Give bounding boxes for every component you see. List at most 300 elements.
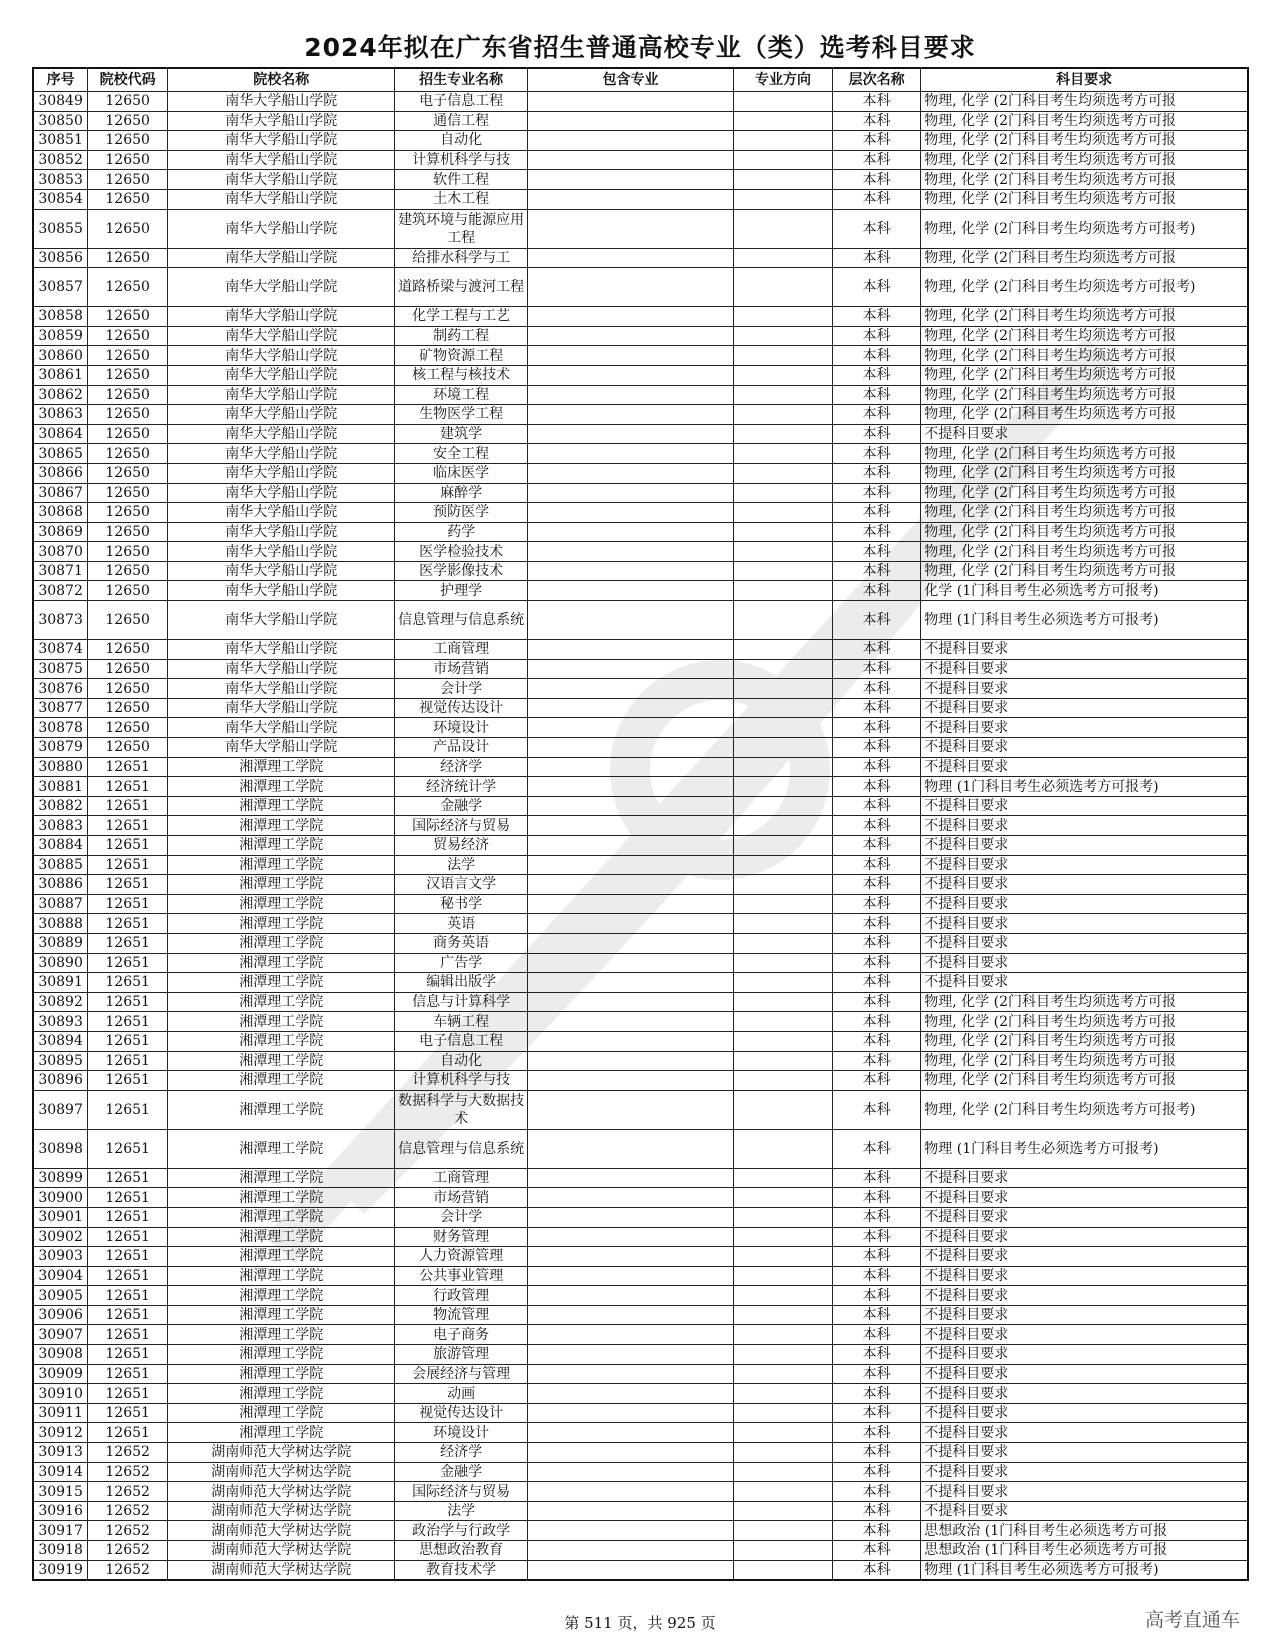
major-cell: 国际经济与贸易 [395,1482,528,1502]
level-cell: 本科 [832,444,920,464]
seq-cell: 30896 [33,1071,88,1091]
requirement-cell: 物理, 化学 (2门科目考生均须选考方可报 [921,405,1248,425]
seq-cell: 30867 [33,483,88,503]
table-row [33,855,1248,875]
level-cell: 本科 [832,424,920,444]
table-row [33,953,1248,973]
seq-cell: 30912 [33,1423,88,1443]
major-cell: 广告学 [395,953,528,973]
level-cell: 本科 [832,1482,920,1502]
school-cell: 湘潭理工学院 [168,914,395,934]
seq-cell: 30855 [33,209,88,248]
included-cell [527,1345,733,1365]
requirement-cell: 不提科目要求 [921,894,1248,914]
level-cell: 本科 [832,1560,920,1580]
direction-cell [734,933,833,953]
table-row [33,542,1248,562]
included-cell [527,777,733,797]
school-cell: 湘潭理工学院 [168,1227,395,1247]
requirement-cell: 物理, 化学 (2门科目考生均须选考方可报 [921,992,1248,1012]
code-cell: 12650 [88,307,168,327]
code-cell: 12651 [88,1227,168,1247]
included-cell [527,894,733,914]
code-cell: 12651 [88,1325,168,1345]
table-header-row [33,68,1248,92]
seq-cell: 30919 [33,1560,88,1580]
major-cell: 数据科学与大数据技术 [395,1090,528,1129]
level-cell: 本科 [832,1541,920,1561]
level-cell: 本科 [832,542,920,562]
table-row [33,738,1248,758]
major-cell: 环境设计 [395,1423,528,1443]
table-row [33,424,1248,444]
school-cell: 湘潭理工学院 [168,1423,395,1443]
school-cell: 湖南师范大学树达学院 [168,1560,395,1580]
seq-cell: 30870 [33,542,88,562]
code-cell: 12652 [88,1462,168,1482]
requirement-cell: 不提科目要求 [921,1462,1248,1482]
code-cell: 12650 [88,718,168,738]
seq-cell: 30886 [33,875,88,895]
school-cell: 湘潭理工学院 [168,992,395,1012]
code-cell: 12651 [88,1305,168,1325]
direction-cell [734,1364,833,1384]
col-header-level: 层次名称 [832,68,920,92]
level-cell: 本科 [832,385,920,405]
table-row [33,679,1248,699]
level-cell: 本科 [832,1266,920,1286]
school-cell: 湖南师范大学树达学院 [168,1541,395,1561]
seq-cell: 30895 [33,1051,88,1071]
level-cell: 本科 [832,131,920,151]
code-cell: 12650 [88,542,168,562]
code-cell: 12651 [88,973,168,993]
major-cell: 汉语言文学 [395,875,528,895]
major-cell: 计算机科学与技 [395,150,528,170]
code-cell: 12650 [88,150,168,170]
level-cell: 本科 [832,1501,920,1521]
code-cell: 12650 [88,601,168,640]
school-cell: 湘潭理工学院 [168,1325,395,1345]
major-cell: 商务英语 [395,933,528,953]
requirement-cell: 不提科目要求 [921,1325,1248,1345]
seq-cell: 30898 [33,1129,88,1168]
school-cell: 南华大学船山学院 [168,640,395,660]
requirement-cell: 不提科目要求 [921,1305,1248,1325]
seq-cell: 30860 [33,346,88,366]
seq-cell: 30910 [33,1384,88,1404]
seq-cell: 30857 [33,268,88,307]
code-cell: 12650 [88,346,168,366]
code-cell: 12650 [88,659,168,679]
page-title: 2024年拟在广东省招生普通高校专业（类）选考科目要求 [304,33,976,62]
level-cell: 本科 [832,1227,920,1247]
level-cell: 本科 [832,1286,920,1306]
included-cell [527,326,733,346]
code-cell: 12650 [88,92,168,112]
code-cell: 12650 [88,483,168,503]
school-cell: 南华大学船山学院 [168,503,395,523]
requirement-cell: 物理, 化学 (2门科目考生均须选考方可报 [921,1051,1248,1071]
seq-cell: 30851 [33,131,88,151]
included-cell [527,1364,733,1384]
table-row [33,307,1248,327]
code-cell: 12650 [88,111,168,131]
major-cell: 道路桥梁与渡河工程 [395,268,528,307]
level-cell: 本科 [832,1384,920,1404]
direction-cell [734,640,833,660]
included-cell [527,1384,733,1404]
major-cell: 通信工程 [395,111,528,131]
school-cell: 南华大学船山学院 [168,268,395,307]
direction-cell [734,248,833,268]
direction-cell [734,444,833,464]
level-cell: 本科 [832,601,920,640]
major-cell: 贸易经济 [395,836,528,856]
major-cell: 医学检验技术 [395,542,528,562]
included-cell [527,1012,733,1032]
level-cell: 本科 [832,581,920,601]
requirement-cell: 物理, 化学 (2门科目考生均须选考方可报考) [921,209,1248,248]
table-row [33,1364,1248,1384]
requirement-cell: 物理, 化学 (2门科目考生均须选考方可报考) [921,1090,1248,1129]
level-cell: 本科 [832,738,920,758]
code-cell: 12651 [88,855,168,875]
requirement-cell: 不提科目要求 [921,1384,1248,1404]
requirement-cell: 不提科目要求 [921,1188,1248,1208]
seq-cell: 30905 [33,1286,88,1306]
major-cell: 旅游管理 [395,1345,528,1365]
included-cell [527,933,733,953]
table-row [33,346,1248,366]
major-cell: 环境设计 [395,718,528,738]
seq-cell: 30907 [33,1325,88,1345]
code-cell: 12651 [88,1286,168,1306]
requirement-cell: 不提科目要求 [921,1443,1248,1463]
school-cell: 南华大学船山学院 [168,483,395,503]
col-header-school: 院校名称 [168,68,395,92]
seq-cell: 30858 [33,307,88,327]
code-cell: 12650 [88,444,168,464]
requirement-cell: 不提科目要求 [921,973,1248,993]
code-cell: 12651 [88,1207,168,1227]
direction-cell [734,1325,833,1345]
code-cell: 12650 [88,424,168,444]
major-cell: 物流管理 [395,1305,528,1325]
code-cell: 12651 [88,894,168,914]
major-cell: 法学 [395,855,528,875]
school-cell: 湘潭理工学院 [168,1247,395,1267]
seq-cell: 30908 [33,1345,88,1365]
table-row [33,914,1248,934]
level-cell: 本科 [832,718,920,738]
code-cell: 12650 [88,738,168,758]
level-cell: 本科 [832,1364,920,1384]
school-cell: 南华大学船山学院 [168,170,395,190]
requirement-cell: 物理, 化学 (2门科目考生均须选考方可报 [921,326,1248,346]
requirement-cell: 物理, 化学 (2门科目考生均须选考方可报考) [921,268,1248,307]
included-cell [527,1207,733,1227]
seq-cell: 30879 [33,738,88,758]
seq-cell: 30890 [33,953,88,973]
requirement-cell: 物理, 化学 (2门科目考生均须选考方可报 [921,522,1248,542]
requirement-cell: 不提科目要求 [921,659,1248,679]
included-cell [527,307,733,327]
major-cell: 动画 [395,1384,528,1404]
school-cell: 南华大学船山学院 [168,92,395,112]
table-row [33,1403,1248,1423]
school-cell: 湘潭理工学院 [168,1129,395,1168]
level-cell: 本科 [832,1305,920,1325]
level-cell: 本科 [832,796,920,816]
school-cell: 南华大学船山学院 [168,111,395,131]
seq-cell: 30885 [33,855,88,875]
table-row [33,698,1248,718]
level-cell: 本科 [832,463,920,483]
major-cell: 土木工程 [395,189,528,209]
requirement-cell: 物理, 化学 (2门科目考生均须选考方可报 [921,92,1248,112]
included-cell [527,150,733,170]
included-cell [527,1031,733,1051]
requirement-cell: 不提科目要求 [921,757,1248,777]
major-cell: 会展经济与管理 [395,1364,528,1384]
code-cell: 12650 [88,561,168,581]
level-cell: 本科 [832,1423,920,1443]
level-cell: 本科 [832,92,920,112]
requirement-cell: 思想政治 (1门科目考生必须选考方可报 [921,1521,1248,1541]
requirement-cell: 物理, 化学 (2门科目考生均须选考方可报 [921,444,1248,464]
code-cell: 12650 [88,209,168,248]
table-row [33,757,1248,777]
code-cell: 12651 [88,1384,168,1404]
table-row [33,209,1248,248]
school-cell: 南华大学船山学院 [168,307,395,327]
major-cell: 公共事业管理 [395,1266,528,1286]
seq-cell: 30900 [33,1188,88,1208]
requirement-cell: 物理, 化学 (2门科目考生均须选考方可报 [921,542,1248,562]
requirement-cell: 物理, 化学 (2门科目考生均须选考方可报 [921,1031,1248,1051]
direction-cell [734,1345,833,1365]
table-row [33,268,1248,307]
table-row [33,836,1248,856]
major-cell: 软件工程 [395,170,528,190]
direction-cell [734,170,833,190]
included-cell [527,189,733,209]
level-cell: 本科 [832,111,920,131]
included-cell [527,816,733,836]
major-cell: 建筑学 [395,424,528,444]
school-cell: 湖南师范大学树达学院 [168,1521,395,1541]
level-cell: 本科 [832,150,920,170]
included-cell [527,483,733,503]
code-cell: 12652 [88,1443,168,1463]
requirement-cell: 不提科目要求 [921,855,1248,875]
major-cell: 环境工程 [395,385,528,405]
level-cell: 本科 [832,836,920,856]
code-cell: 12651 [88,1090,168,1129]
major-cell: 教育技术学 [395,1560,528,1580]
school-cell: 湘潭理工学院 [168,777,395,797]
table-row [33,796,1248,816]
table-row [33,463,1248,483]
school-cell: 南华大学船山学院 [168,561,395,581]
direction-cell [734,1227,833,1247]
code-cell: 12651 [88,1247,168,1267]
major-cell: 信息与计算科学 [395,992,528,1012]
table-row [33,170,1248,190]
seq-cell: 30877 [33,698,88,718]
included-cell [527,463,733,483]
direction-cell [734,757,833,777]
school-cell: 南华大学船山学院 [168,581,395,601]
included-cell [527,268,733,307]
seq-cell: 30883 [33,816,88,836]
school-cell: 南华大学船山学院 [168,718,395,738]
code-cell: 12652 [88,1541,168,1561]
direction-cell [734,875,833,895]
included-cell [527,1227,733,1247]
major-cell: 信息管理与信息系统 [395,1129,528,1168]
seq-cell: 30871 [33,561,88,581]
requirement-cell: 不提科目要求 [921,933,1248,953]
code-cell: 12651 [88,1012,168,1032]
direction-cell [734,542,833,562]
table-row [33,581,1248,601]
seq-cell: 30850 [33,111,88,131]
code-cell: 12650 [88,268,168,307]
requirement-cell: 物理, 化学 (2门科目考生均须选考方可报 [921,385,1248,405]
level-cell: 本科 [832,1090,920,1129]
requirement-cell: 不提科目要求 [921,1345,1248,1365]
seq-cell: 30891 [33,973,88,993]
major-cell: 经济统计学 [395,777,528,797]
included-cell [527,796,733,816]
direction-cell [734,1423,833,1443]
direction-cell [734,601,833,640]
table-row [33,1423,1248,1443]
seq-cell: 30865 [33,444,88,464]
table-row [33,1462,1248,1482]
level-cell: 本科 [832,326,920,346]
level-cell: 本科 [832,248,920,268]
major-cell: 行政管理 [395,1286,528,1306]
col-header-code: 院校代码 [88,68,168,92]
level-cell: 本科 [832,1403,920,1423]
code-cell: 12651 [88,1423,168,1443]
level-cell: 本科 [832,1129,920,1168]
included-cell [527,718,733,738]
school-cell: 湘潭理工学院 [168,1031,395,1051]
table-row [33,1501,1248,1521]
major-cell: 财务管理 [395,1227,528,1247]
table-row [33,503,1248,523]
code-cell: 12650 [88,170,168,190]
level-cell: 本科 [832,698,920,718]
code-cell: 12651 [88,1031,168,1051]
included-cell [527,1443,733,1463]
requirement-cell: 不提科目要求 [921,1247,1248,1267]
direction-cell [734,131,833,151]
included-cell [527,170,733,190]
level-cell: 本科 [832,933,920,953]
seq-cell: 30888 [33,914,88,934]
table-row [33,365,1248,385]
col-header-seq: 序号 [33,68,88,92]
direction-cell [734,992,833,1012]
included-cell [527,1462,733,1482]
level-cell: 本科 [832,170,920,190]
requirement-cell: 不提科目要求 [921,1482,1248,1502]
school-cell: 湘潭理工学院 [168,875,395,895]
code-cell: 12650 [88,131,168,151]
level-cell: 本科 [832,1168,920,1188]
table-row [33,1129,1248,1168]
seq-cell: 30899 [33,1168,88,1188]
school-cell: 南华大学船山学院 [168,248,395,268]
direction-cell [734,581,833,601]
direction-cell [734,836,833,856]
major-cell: 麻醉学 [395,483,528,503]
direction-cell [734,1090,833,1129]
code-cell: 12650 [88,698,168,718]
code-cell: 12651 [88,953,168,973]
requirement-cell: 物理, 化学 (2门科目考生均须选考方可报 [921,463,1248,483]
included-cell [527,1521,733,1541]
direction-cell [734,463,833,483]
included-cell [527,1286,733,1306]
requirement-cell: 不提科目要求 [921,836,1248,856]
direction-cell [734,1031,833,1051]
table-row [33,189,1248,209]
direction-cell [734,659,833,679]
included-cell [527,1305,733,1325]
table-row [33,1247,1248,1267]
subject-requirements-table [32,67,1249,1581]
included-cell [527,875,733,895]
major-cell: 政治学与行政学 [395,1521,528,1541]
level-cell: 本科 [832,777,920,797]
major-cell: 计算机科学与技 [395,1071,528,1091]
table-row [33,777,1248,797]
seq-cell: 30884 [33,836,88,856]
seq-cell: 30854 [33,189,88,209]
code-cell: 12651 [88,1051,168,1071]
requirement-cell: 不提科目要求 [921,1207,1248,1227]
school-cell: 南华大学船山学院 [168,444,395,464]
school-cell: 湘潭理工学院 [168,1305,395,1325]
major-cell: 临床医学 [395,463,528,483]
seq-cell: 30876 [33,679,88,699]
direction-cell [734,738,833,758]
major-cell: 产品设计 [395,738,528,758]
level-cell: 本科 [832,365,920,385]
major-cell: 自动化 [395,131,528,151]
school-cell: 湘潭理工学院 [168,933,395,953]
included-cell [527,444,733,464]
code-cell: 12652 [88,1501,168,1521]
table-row [33,150,1248,170]
code-cell: 12650 [88,463,168,483]
table-row [33,1541,1248,1561]
major-cell: 药学 [395,522,528,542]
included-cell [527,131,733,151]
direction-cell [734,953,833,973]
seq-cell: 30911 [33,1403,88,1423]
included-cell [527,698,733,718]
major-cell: 医学影像技术 [395,561,528,581]
seq-cell: 30901 [33,1207,88,1227]
major-cell: 国际经济与贸易 [395,816,528,836]
